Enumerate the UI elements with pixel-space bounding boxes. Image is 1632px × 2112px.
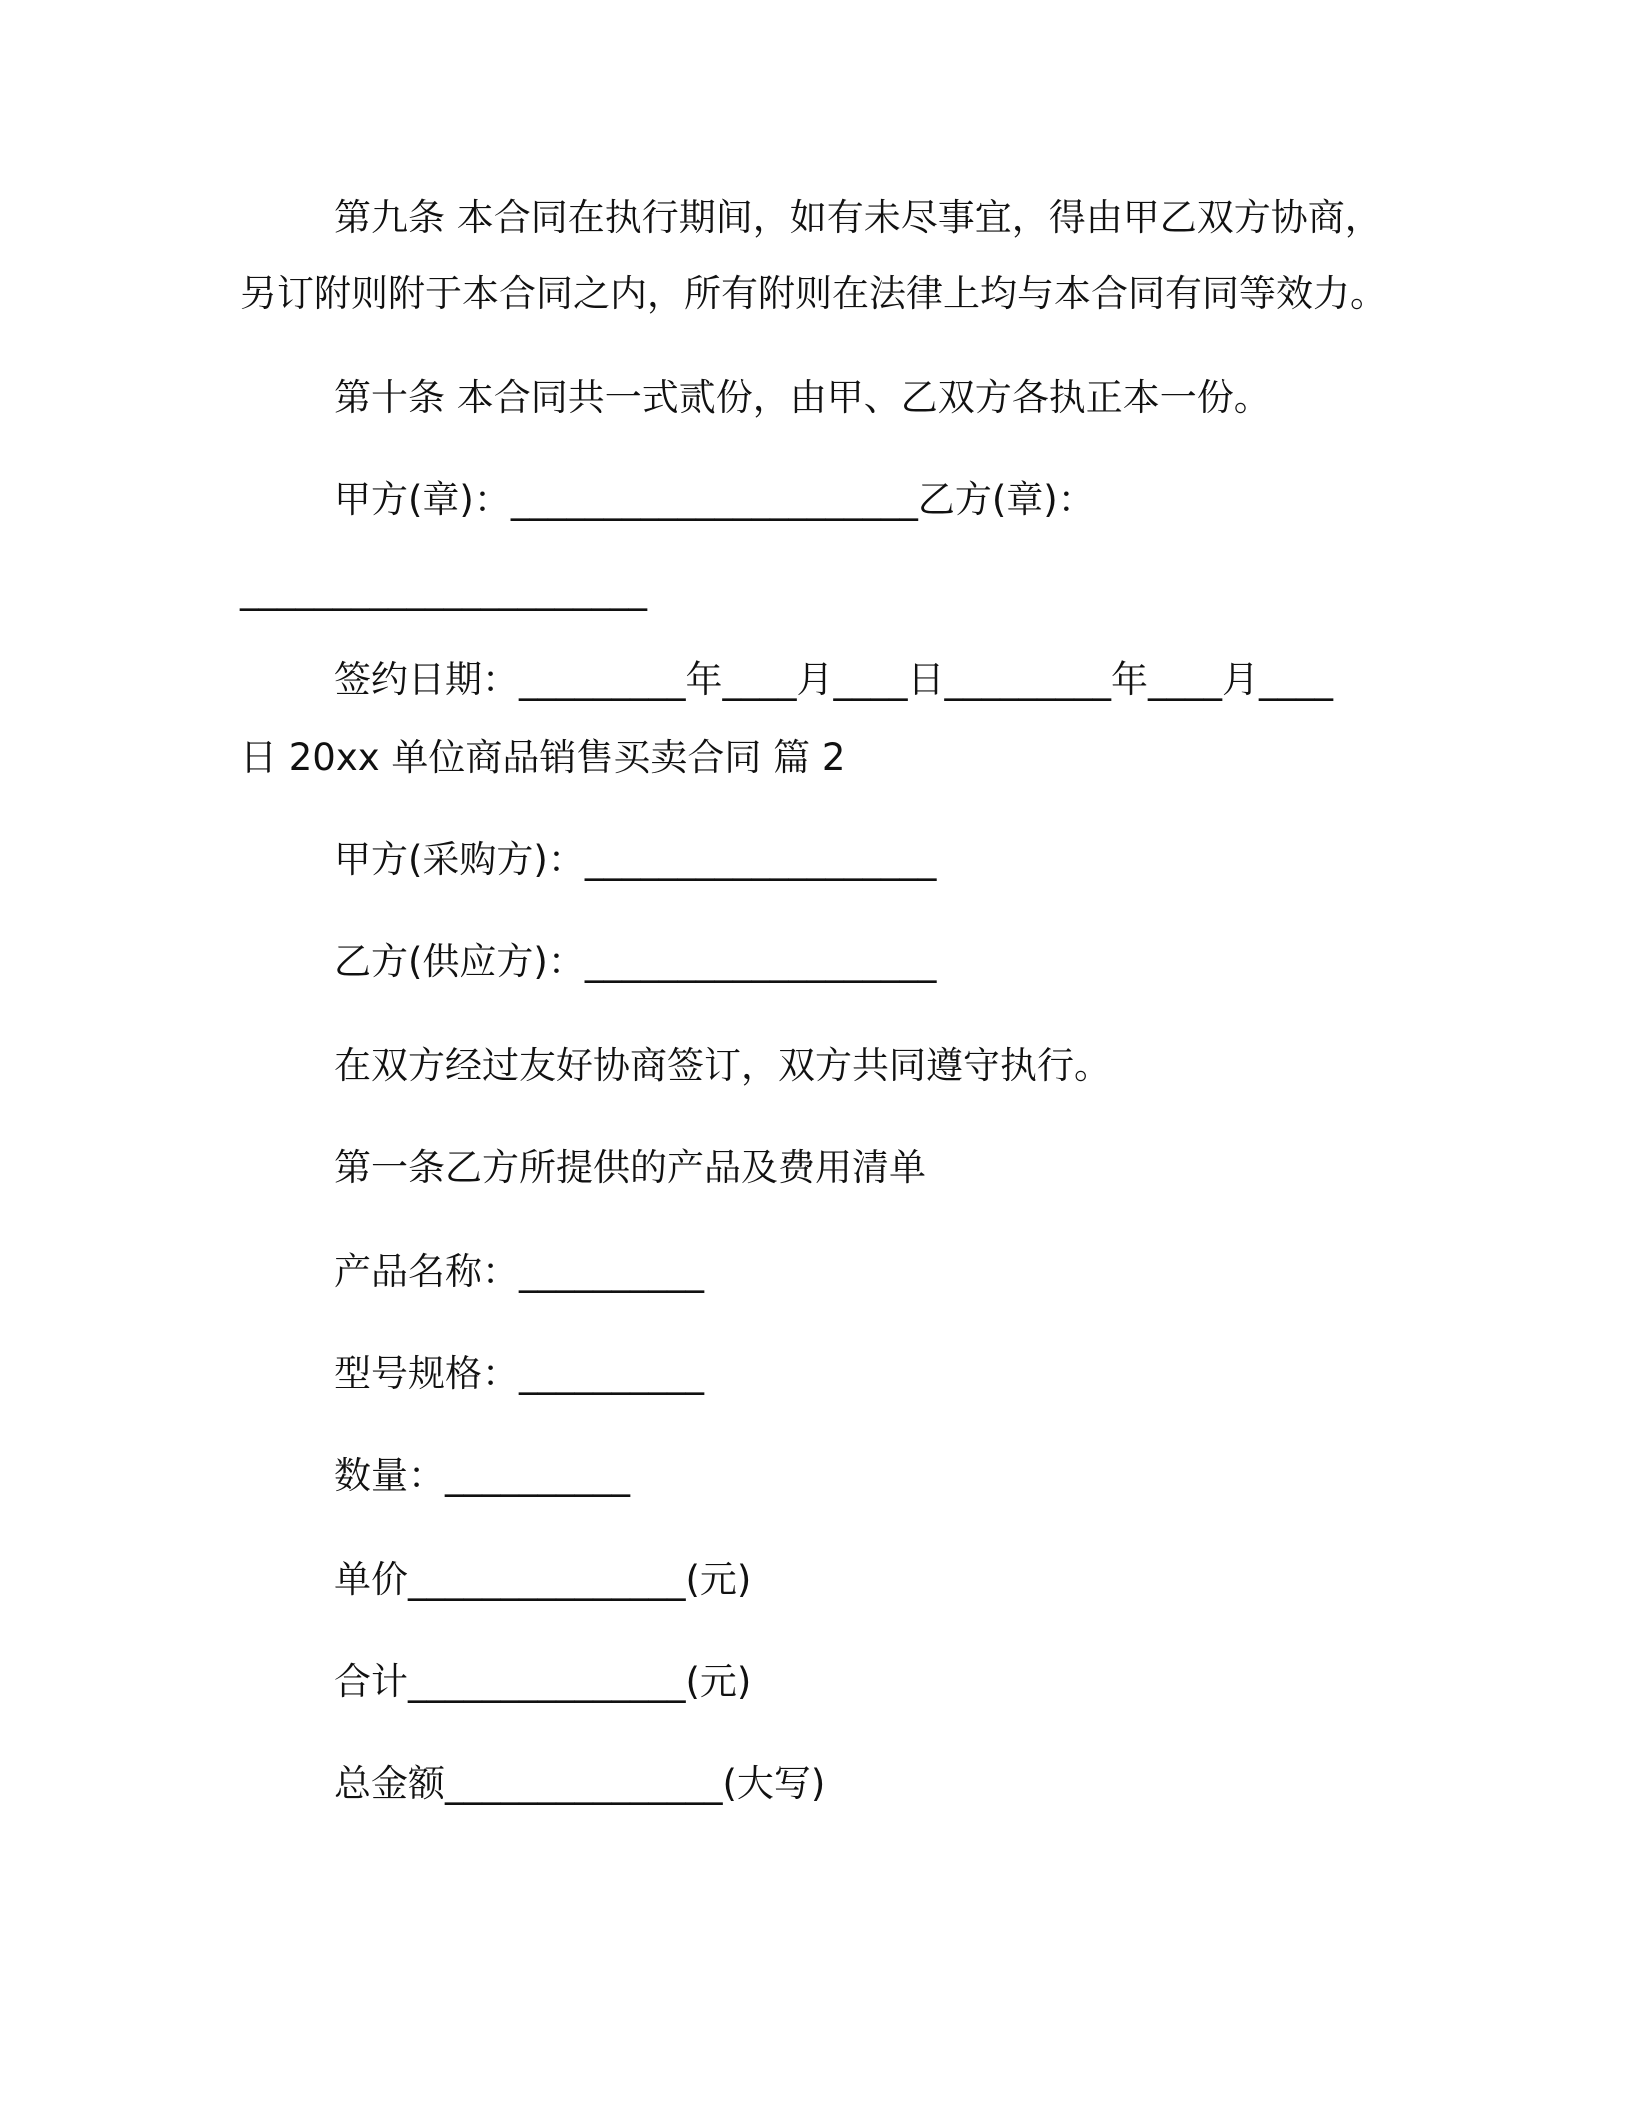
party-a-buyer-field: 甲方(采购方)：___________________ (334, 838, 937, 881)
article-1-heading: 第一条乙方所提供的产品及费用清单 (334, 1146, 926, 1189)
signature-blank-line: ______________________ (240, 568, 647, 611)
signing-date-line: 签约日期：_________年____月____日_________年____月____ (334, 658, 1333, 701)
article-10: 第十条 本合同共一式贰份，由甲、乙双方各执正本一份。 (334, 376, 1271, 419)
quantity-field: 数量：__________ (334, 1454, 630, 1497)
article-9-line-2: 另订附则附于本合同之内，所有附则在法律上均与本合同有同等效力。 (240, 272, 1387, 315)
article-9-line-1: 第九条 本合同在执行期间，如有未尽事宜，得由甲乙双方协商， (334, 196, 1382, 239)
subtotal-field: 合计_______________(元) (334, 1660, 752, 1703)
contract-section-title: 日 20xx 单位商品销售买卖合同 篇 2 (240, 736, 846, 779)
agreement-statement: 在双方经过友好协商签订，双方共同遵守执行。 (334, 1044, 1111, 1087)
total-amount-field: 总金额_______________(大写) (334, 1762, 826, 1805)
model-spec-field: 型号规格：__________ (334, 1352, 704, 1395)
product-name-field: 产品名称：__________ (334, 1250, 704, 1293)
party-b-supplier-field: 乙方(供应方)：___________________ (334, 940, 937, 983)
unit-price-field: 单价_______________(元) (334, 1558, 752, 1601)
signature-party-line: 甲方(章)：______________________乙方(章)： (334, 478, 1095, 521)
